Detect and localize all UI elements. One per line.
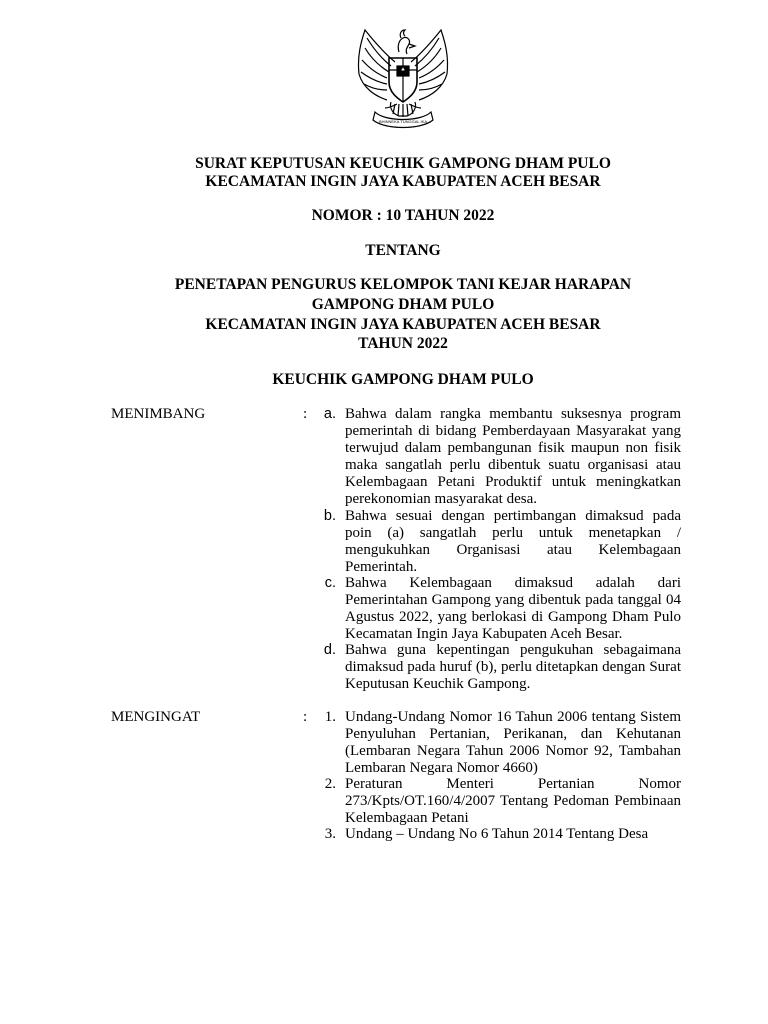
menimbang-marker-c: c. — [324, 575, 336, 591]
menimbang-item-d: Bahwa guna kepentingan pengukuhan sebagaimana dimaksud pada huruf (b), perlu ditetapkan dengan Surat Keputusan Keuchik Gampong. — [345, 642, 681, 692]
document-number: NOMOR : 10 TAHUN 2022 — [311, 207, 495, 224]
menimbang-label: MENIMBANG — [111, 406, 206, 422]
menimbang-marker-a: a. — [323, 406, 336, 422]
mengingat-marker-1: 1. — [324, 709, 336, 725]
tentang-heading: TENTANG — [365, 242, 441, 259]
title-line-2: KECAMATAN INGIN JAYA KABUPATEN ACEH BESAR — [205, 173, 601, 190]
menimbang-item-b: Bahwa sesuai dengan pertimbangan dimaksud pada poin (a) sangatlah perlu untuk menetapkan / mengukuhkan Organisasi atau Kelembagaan Pemerintah. — [345, 508, 681, 575]
mengingat-marker-2: 2. — [324, 776, 336, 792]
emblem-motto: BHINNEKA TUNGGAL IKA — [378, 119, 428, 124]
mengingat-item-1: Undang-Undang Nomor 16 Tahun 2006 tentang Sistem Penyuluhan Pertanian, Perikanan, dan Kehutanan (Lembaran Negara Tahun 2006 Nomor 92, Tambahan Lembaran Negara Nomor 4660) — [345, 709, 681, 776]
mengingat-colon: : — [303, 709, 308, 725]
mengingat-item-3: Undang – Undang No 6 Tahun 2014 Tentang Desa — [345, 826, 649, 842]
mengingat-marker-3: 3. — [324, 826, 336, 842]
subject-line-1: PENETAPAN PENGURUS KELOMPOK TANI KEJAR HARAPAN — [174, 276, 632, 293]
menimbang-marker-d: d. — [323, 642, 336, 658]
garuda-emblem-icon — [343, 22, 463, 132]
title-line-1: SURAT KEPUTUSAN KEUCHIK GAMPONG DHAM PULO — [195, 155, 611, 172]
menimbang-marker-b: b. — [323, 508, 336, 524]
subject-line-4: TAHUN 2022 — [358, 335, 448, 352]
mengingat-label: MENGINGAT — [111, 709, 201, 725]
menimbang-item-a: Bahwa dalam rangka membantu suksesnya program pemerintah di bidang Pemberdayaan Masyarakat yang terwujud dalam pembangunan fisik maupun non fisik maka sangatlah perlu dibentuk suatu organisasi atau Kelembagaan Petani Produktif untuk meningkatkan perekonomian masyarakat desa. — [345, 406, 681, 507]
subject-line-2: GAMPONG DHAM PULO — [311, 296, 495, 313]
issuer-heading: KEUCHIK GAMPONG DHAM PULO — [272, 371, 534, 388]
subject-line-3: KECAMATAN INGIN JAYA KABUPATEN ACEH BESAR — [205, 316, 601, 333]
mengingat-item-2: Peraturan Menteri Pertanian Nomor 273/Kpts/OT.160/4/2007 Tentang Pedoman Pembinaan Kelembagaan Petani — [345, 776, 681, 826]
menimbang-item-c: Bahwa Kelembagaan dimaksud adalah dari Pemerintahan Gampong yang dibentuk pada tanggal 04 Agustus 2022, yang berlokasi di Gampong Dham Pulo Kecamatan Ingin Jaya Kabupaten Aceh Besar. — [345, 575, 681, 642]
menimbang-colon: : — [303, 406, 308, 422]
